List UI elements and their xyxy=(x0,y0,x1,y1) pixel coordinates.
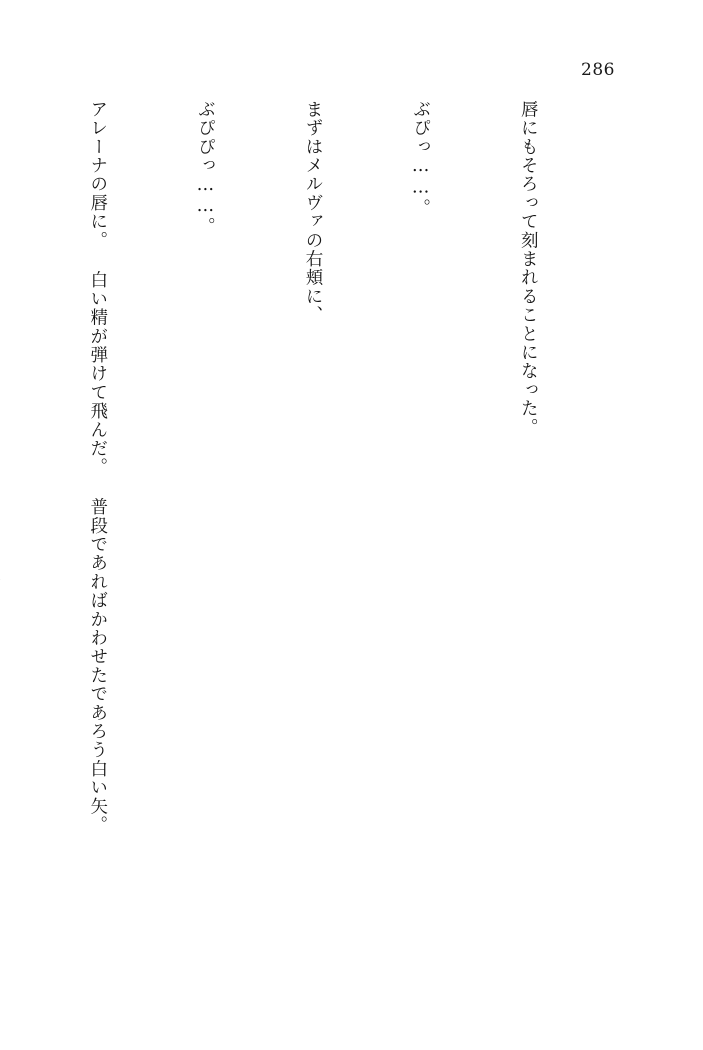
paragraph: アレーナの唇に。 白い精が弾けて飛んだ。 普段であればかわせたであろう白い矢。 xyxy=(87,100,108,835)
page-number: 286 xyxy=(581,60,615,80)
paragraph: ぶぴっ……。 xyxy=(410,100,431,218)
paragraph: 唇にもそろって刻まれることになった。 xyxy=(518,100,539,437)
paragraph: まずはメルヴァの右頬に、 xyxy=(303,100,323,325)
paragraph: ぶぴぴっ……。 xyxy=(195,100,216,236)
page-body-text xyxy=(77,100,617,920)
paragraph xyxy=(0,100,7,920)
